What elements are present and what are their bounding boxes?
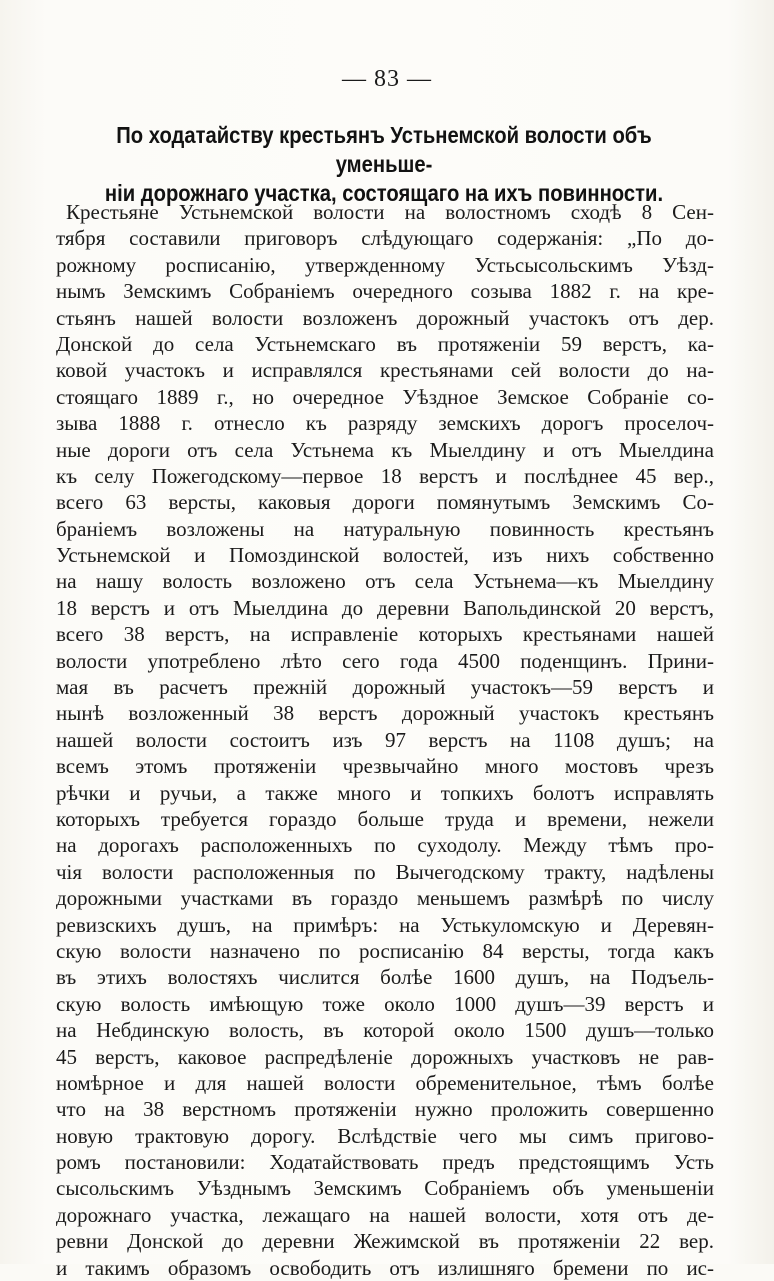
body-line: рожному росписанiю, утвержденному Устьсысольскимъ Уѣзд- [56, 252, 714, 277]
body-line: 18 верстъ и отъ Мыелдина до деревни Вапольдинской 20 верстъ, [56, 595, 714, 620]
body-line: 45 верстъ, каковое распредѣленiе дорожныхъ участковъ не рав- [56, 1044, 714, 1069]
body-line: скую волости назначено по росписанiю 84 версты, тогда какъ [56, 938, 714, 963]
body-line: Устьнемской и Помоздинской волостей, изъ нихъ собственно [56, 543, 714, 568]
body-line: всего 63 версты, каковыя дороги помянутымъ Земскимъ Со- [56, 490, 714, 515]
body-line: ные дороги отъ села Устьнема къ Мыелдину и отъ Мыелдина [56, 437, 714, 462]
body-line: рѣчки и ручьи, а также много и топкихъ болотъ исправлять [56, 780, 714, 805]
body-line: ковой участокъ и исправлялся крестьянами сей волости до на- [56, 358, 714, 383]
body-line: ревизскихъ душъ, на примѣръ: на Устькуломскую и Деревян- [56, 912, 714, 937]
body-line: сысольскимъ Уѣзднымъ Земскимъ Собранiемъ объ уменьшенiи [56, 1176, 714, 1201]
body-line: всего 38 верстъ, на исправленiе которыхъ крестьянами нашей [56, 622, 714, 647]
body-line: скую волость имѣющую тоже около 1000 душъ—39 верстъ и [56, 991, 714, 1016]
body-line: новую трактовую дорогу. Вслѣдствiе чего мы симъ пригово- [56, 1123, 714, 1148]
heading-line: По ходатайству крестьянъ Устьнемской волости объ уменьше- [116, 122, 652, 177]
body-line: нынѣ возложенный 38 верстъ дорожный участокъ крестьянъ [56, 701, 714, 726]
body-line: на Небдинскую волость, въ которой около 1500 душъ—только [56, 1018, 714, 1043]
body-line: тября составили приговоръ слѣдующаго содержанiя: „По до- [56, 226, 714, 251]
body-line: волости употреблено лѣто сего года 4500 поденщинъ. Прини- [56, 648, 714, 673]
body-line: въ этихъ волостяхъ числится болѣе 1600 душъ, на Подъель- [56, 965, 714, 990]
page-number: — 83 — [342, 66, 432, 92]
body-line: чiя волости расположенныя по Вычегодскому тракту, надѣлены [56, 859, 714, 884]
body-line: Крестьяне Устьнемской волости на волостномъ сходѣ 8 Сен- [66, 200, 714, 224]
body-line: Донской до села Устьнемскаго въ протяженiи 59 верстъ, ка- [56, 331, 714, 356]
body-line: ревни Донской до деревни Жежимской въ протяженiи 22 вер. [56, 1229, 714, 1254]
body-line: стоящаго 1889 г., но очередное Уѣздное Земское Собранiе со- [56, 384, 714, 409]
body-line: ромъ постановили: Ходатайствовать предъ предстоящимъ Усть [56, 1150, 714, 1175]
body-line: стьянъ нашей волости возложенъ дорожный участокъ отъ дер. [56, 305, 714, 330]
body-line: номѣрное и для нашей волости обременительное, тѣмъ болѣе [56, 1070, 714, 1095]
body-line: мая въ расчетъ прежнiй дорожный участокъ—59 верстъ и [56, 675, 714, 700]
body-line: на нашу волость возложено отъ села Устьнема—къ Мыелдину [56, 569, 714, 594]
article-heading [93, 121, 674, 208]
body-line: бранiемъ возложены на натуральную повинность крестьянъ [56, 516, 714, 541]
heading-line: нiи дорожнаго участка, состоящаго на ихъ повинности. [104, 180, 664, 206]
body-line: къ селу Пожегодскому—первое 18 верстъ и послѣднее 45 вер., [56, 463, 714, 488]
body-line: которыхъ требуется гораздо больше труда и времени, нежели [56, 806, 714, 831]
body-line: всемъ этомъ протяженiи чрезвычайно много мостовъ чрезъ [56, 754, 714, 779]
body-line: зыва 1888 г. отнесло къ разряду земскихъ дорогъ проселоч- [56, 411, 714, 436]
article-body [56, 199, 714, 1281]
body-line: дорожными участками въ гораздо меньшемъ размѣрѣ по числу [56, 886, 714, 911]
body-line: нашей волости состоитъ изъ 97 верстъ на 1108 душъ; на [56, 727, 714, 752]
body-line: нымъ Земскимъ Собранiемъ очередного созыва 1882 г. на кре- [56, 279, 714, 304]
body-line: на дорогахъ расположенныхъ по суходолу. Между тѣмъ про- [56, 833, 714, 858]
body-line: дорожнаго участка, лежащаго на нашей волости, хотя отъ де- [56, 1202, 714, 1227]
body-line: и такимъ образомъ освободить отъ излишняго бремени по ис- [56, 1255, 714, 1280]
body-line: что на 38 верстномъ протяженiи нужно проложить совершенно [56, 1097, 714, 1122]
